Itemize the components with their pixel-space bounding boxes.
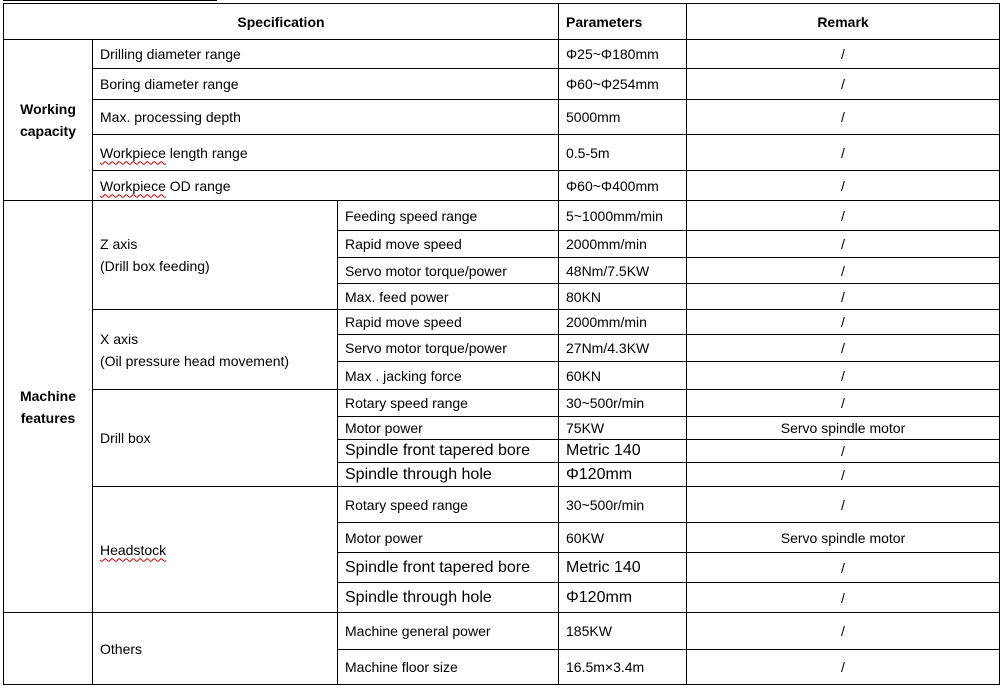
param-cell: Φ60~Φ400mm bbox=[559, 171, 687, 201]
spec-cell: Spindle through hole bbox=[338, 583, 559, 613]
spec-cell: Max. feed power bbox=[338, 284, 559, 310]
spec-cell: Motor power bbox=[338, 417, 559, 440]
table-row bbox=[4, 390, 1000, 417]
top-rule bbox=[3, 0, 217, 1]
subgroup-headstock bbox=[93, 487, 338, 613]
remark-cell: / bbox=[687, 613, 1000, 650]
group-others-blank bbox=[4, 613, 93, 685]
remark-cell: / bbox=[687, 231, 1000, 258]
param-cell: 27Nm/4.3KW bbox=[559, 335, 687, 362]
subgroup-drill-box: Drill box bbox=[93, 390, 338, 487]
param-cell: 5~1000mm/min bbox=[559, 201, 687, 231]
remark-cell: / bbox=[687, 284, 1000, 310]
remark-cell: / bbox=[687, 69, 1000, 100]
spec-cell: Machine floor size bbox=[338, 650, 559, 685]
param-cell: 185KW bbox=[559, 613, 687, 650]
spec-cell: Spindle front tapered bore bbox=[338, 553, 559, 583]
group-label-line: Machine bbox=[19, 387, 76, 404]
subgroup-x-axis bbox=[93, 310, 338, 390]
spec-cell: Max . jacking force bbox=[338, 362, 559, 390]
table-row bbox=[4, 487, 1000, 523]
header-specification: Specification bbox=[4, 4, 559, 40]
spec-cell: Spindle through hole bbox=[338, 463, 559, 487]
param-cell: 80KN bbox=[559, 284, 687, 310]
spec-cell: Rotary speed range bbox=[338, 390, 559, 417]
subgroup-label-line: (Drill box feeding) bbox=[100, 258, 210, 274]
remark-cell: / bbox=[687, 100, 1000, 135]
remark-cell: / bbox=[687, 553, 1000, 583]
spec-cell bbox=[93, 171, 559, 201]
remark-cell: / bbox=[687, 335, 1000, 362]
param-cell: 0.5-5m bbox=[559, 135, 687, 171]
spec-text: OD range bbox=[165, 177, 231, 194]
spec-cell: Rapid move speed bbox=[338, 310, 559, 335]
table-row bbox=[4, 171, 1000, 201]
param-cell: 60KN bbox=[559, 362, 687, 390]
param-cell: Metric 140 bbox=[559, 553, 687, 583]
group-label-line: features bbox=[20, 409, 76, 426]
remark-cell: / bbox=[687, 40, 1000, 69]
spec-cell: Feeding speed range bbox=[338, 201, 559, 231]
spec-text: length range bbox=[165, 144, 248, 161]
table-row bbox=[4, 613, 1000, 650]
remark-cell: / bbox=[687, 390, 1000, 417]
subgroup-label-line: X axis bbox=[100, 330, 139, 347]
param-cell: 30~500r/min bbox=[559, 487, 687, 523]
spec-cell: Rapid move speed bbox=[338, 231, 559, 258]
header-parameters: Parameters bbox=[559, 4, 687, 40]
spellcheck-word: Headstock bbox=[100, 541, 167, 558]
spec-cell: Spindle front tapered bore bbox=[338, 440, 559, 463]
param-cell: Φ120mm bbox=[559, 583, 687, 613]
param-cell: Φ25~Φ180mm bbox=[559, 40, 687, 69]
group-machine-features bbox=[4, 201, 93, 613]
spec-cell: Max. processing depth bbox=[93, 100, 559, 135]
remark-cell: / bbox=[687, 258, 1000, 284]
subgroup-others: Others bbox=[93, 613, 338, 685]
spec-cell: Servo motor torque/power bbox=[338, 258, 559, 284]
remark-cell: / bbox=[687, 135, 1000, 171]
table-row bbox=[4, 69, 1000, 100]
group-working-capacity bbox=[4, 40, 93, 201]
remark-cell: / bbox=[687, 440, 1000, 463]
specification-table bbox=[3, 3, 1000, 685]
header-row bbox=[4, 4, 1000, 40]
table-row bbox=[4, 201, 1000, 231]
spec-cell: Rotary speed range bbox=[338, 487, 559, 523]
remark-cell: / bbox=[687, 310, 1000, 335]
subgroup-z-axis bbox=[93, 201, 338, 310]
param-cell: 2000mm/min bbox=[559, 231, 687, 258]
group-label-line: capacity bbox=[19, 123, 77, 139]
remark-cell: Servo spindle motor bbox=[687, 417, 1000, 440]
spec-cell: Drilling diameter range bbox=[93, 40, 559, 69]
spellcheck-word: Workpiece bbox=[100, 177, 166, 194]
param-cell: Φ120mm bbox=[559, 463, 687, 487]
spec-cell bbox=[93, 135, 559, 171]
remark-cell: / bbox=[687, 650, 1000, 685]
subgroup-label-line: Z axis bbox=[100, 236, 138, 252]
spec-cell: Servo motor torque/power bbox=[338, 335, 559, 362]
remark-cell: / bbox=[687, 487, 1000, 523]
remark-cell: Servo spindle motor bbox=[687, 523, 1000, 553]
subgroup-label-line: (Oil pressure head movement) bbox=[100, 352, 290, 369]
param-cell: 60KW bbox=[559, 523, 687, 553]
spellcheck-word: Workpiece bbox=[100, 144, 166, 161]
spec-cell: Boring diameter range bbox=[93, 69, 559, 100]
table-row bbox=[4, 310, 1000, 335]
param-cell: Φ60~Φ254mm bbox=[559, 69, 687, 100]
remark-cell: / bbox=[687, 362, 1000, 390]
table-row bbox=[4, 100, 1000, 135]
param-cell: Metric 140 bbox=[559, 440, 687, 463]
param-cell: 16.5m×3.4m bbox=[559, 650, 687, 685]
group-label-line: Working bbox=[20, 101, 76, 117]
remark-cell: / bbox=[687, 171, 1000, 201]
param-cell: 75KW bbox=[559, 417, 687, 440]
param-cell: 2000mm/min bbox=[559, 310, 687, 335]
param-cell: 48Nm/7.5KW bbox=[559, 258, 687, 284]
param-cell: 5000mm bbox=[559, 100, 687, 135]
spec-cell: Machine general power bbox=[338, 613, 559, 650]
remark-cell: / bbox=[687, 463, 1000, 487]
remark-cell: / bbox=[687, 583, 1000, 613]
spec-cell: Motor power bbox=[338, 523, 559, 553]
remark-cell: / bbox=[687, 201, 1000, 231]
header-remark: Remark bbox=[687, 4, 1000, 40]
param-cell: 30~500r/min bbox=[559, 390, 687, 417]
table-row bbox=[4, 40, 1000, 69]
table-row bbox=[4, 135, 1000, 171]
